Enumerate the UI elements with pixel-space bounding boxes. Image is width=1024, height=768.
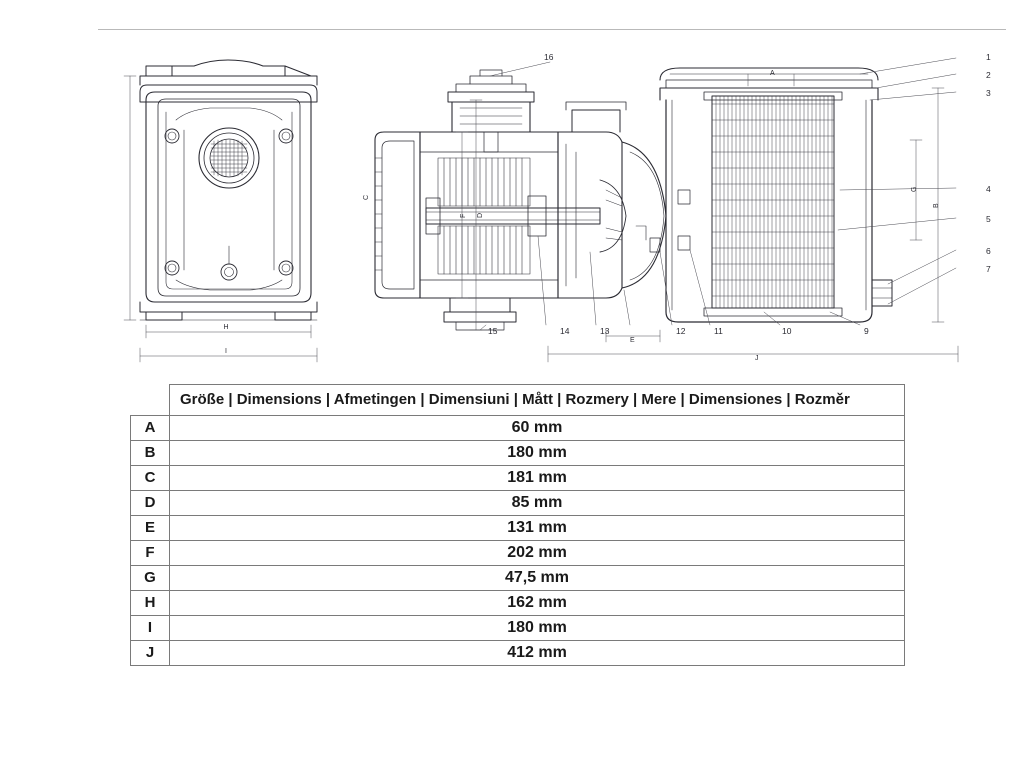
dimension-value-a: 60 mm [170,416,905,441]
svg-text:10: 10 [782,326,792,336]
svg-text:11: 11 [714,326,723,336]
svg-text:5: 5 [986,214,991,224]
table-row [131,616,905,641]
dimension-key-b: B [131,441,170,466]
table-row [131,441,905,466]
dimension-key-i: I [131,616,170,641]
svg-text:3: 3 [986,88,991,98]
top-divider [98,29,1006,30]
dimension-value-j: 412 mm [170,641,905,666]
table-row [131,466,905,491]
table-header-row [131,385,905,416]
technical-drawing [110,40,991,370]
dimension-value-f: 202 mm [170,541,905,566]
svg-text:B: B [933,203,940,208]
dimensions-table [130,384,905,666]
svg-text:9: 9 [864,326,869,336]
svg-text:13: 13 [600,326,610,336]
table-row [131,541,905,566]
svg-text:12: 12 [676,326,686,336]
dimension-value-d: 85 mm [170,491,905,516]
section-view [375,58,958,362]
svg-text:C: C [363,194,370,200]
svg-text:14: 14 [560,326,570,336]
dimension-key-a: A [131,416,170,441]
dimension-key-h: H [131,591,170,616]
header-spacer [131,385,170,416]
svg-text:G: G [911,186,918,192]
svg-text:2: 2 [986,70,991,80]
svg-text:7: 7 [986,264,991,274]
table-row [131,566,905,591]
svg-text:6: 6 [986,246,991,256]
svg-text:4: 4 [986,184,991,194]
table-row [131,516,905,541]
dimension-key-g: G [131,566,170,591]
dimension-value-b: 180 mm [170,441,905,466]
dimension-key-e: E [131,516,170,541]
dimension-value-g: 47,5 mm [170,566,905,591]
dimensions-header-label: Größe | Dimensions | Afmetingen | Dimensiuni | Mått | Rozmery | Mere | Dimensiones | Rozměr [170,385,905,416]
svg-text:H: H [223,324,229,331]
svg-text:D: D [477,212,484,218]
dimension-value-e: 131 mm [170,516,905,541]
table-row [131,416,905,441]
dimension-key-c: C [131,466,170,491]
dimension-value-h: 162 mm [170,591,905,616]
front-view [124,60,317,362]
svg-text:F: F [460,213,467,218]
svg-text:1: 1 [986,52,991,62]
dimension-key-d: D [131,491,170,516]
table-row [131,491,905,516]
dimension-key-f: F [131,541,170,566]
dimension-key-j: J [131,641,170,666]
svg-text:A: A [770,70,775,77]
svg-text:I: I [225,348,227,355]
table-row [131,641,905,666]
svg-text:E: E [630,337,635,344]
dimension-value-c: 181 mm [170,466,905,491]
svg-text:15: 15 [488,326,498,336]
svg-text:16: 16 [544,52,554,62]
table-row [131,591,905,616]
dimension-value-i: 180 mm [170,616,905,641]
svg-text:J: J [755,355,759,362]
